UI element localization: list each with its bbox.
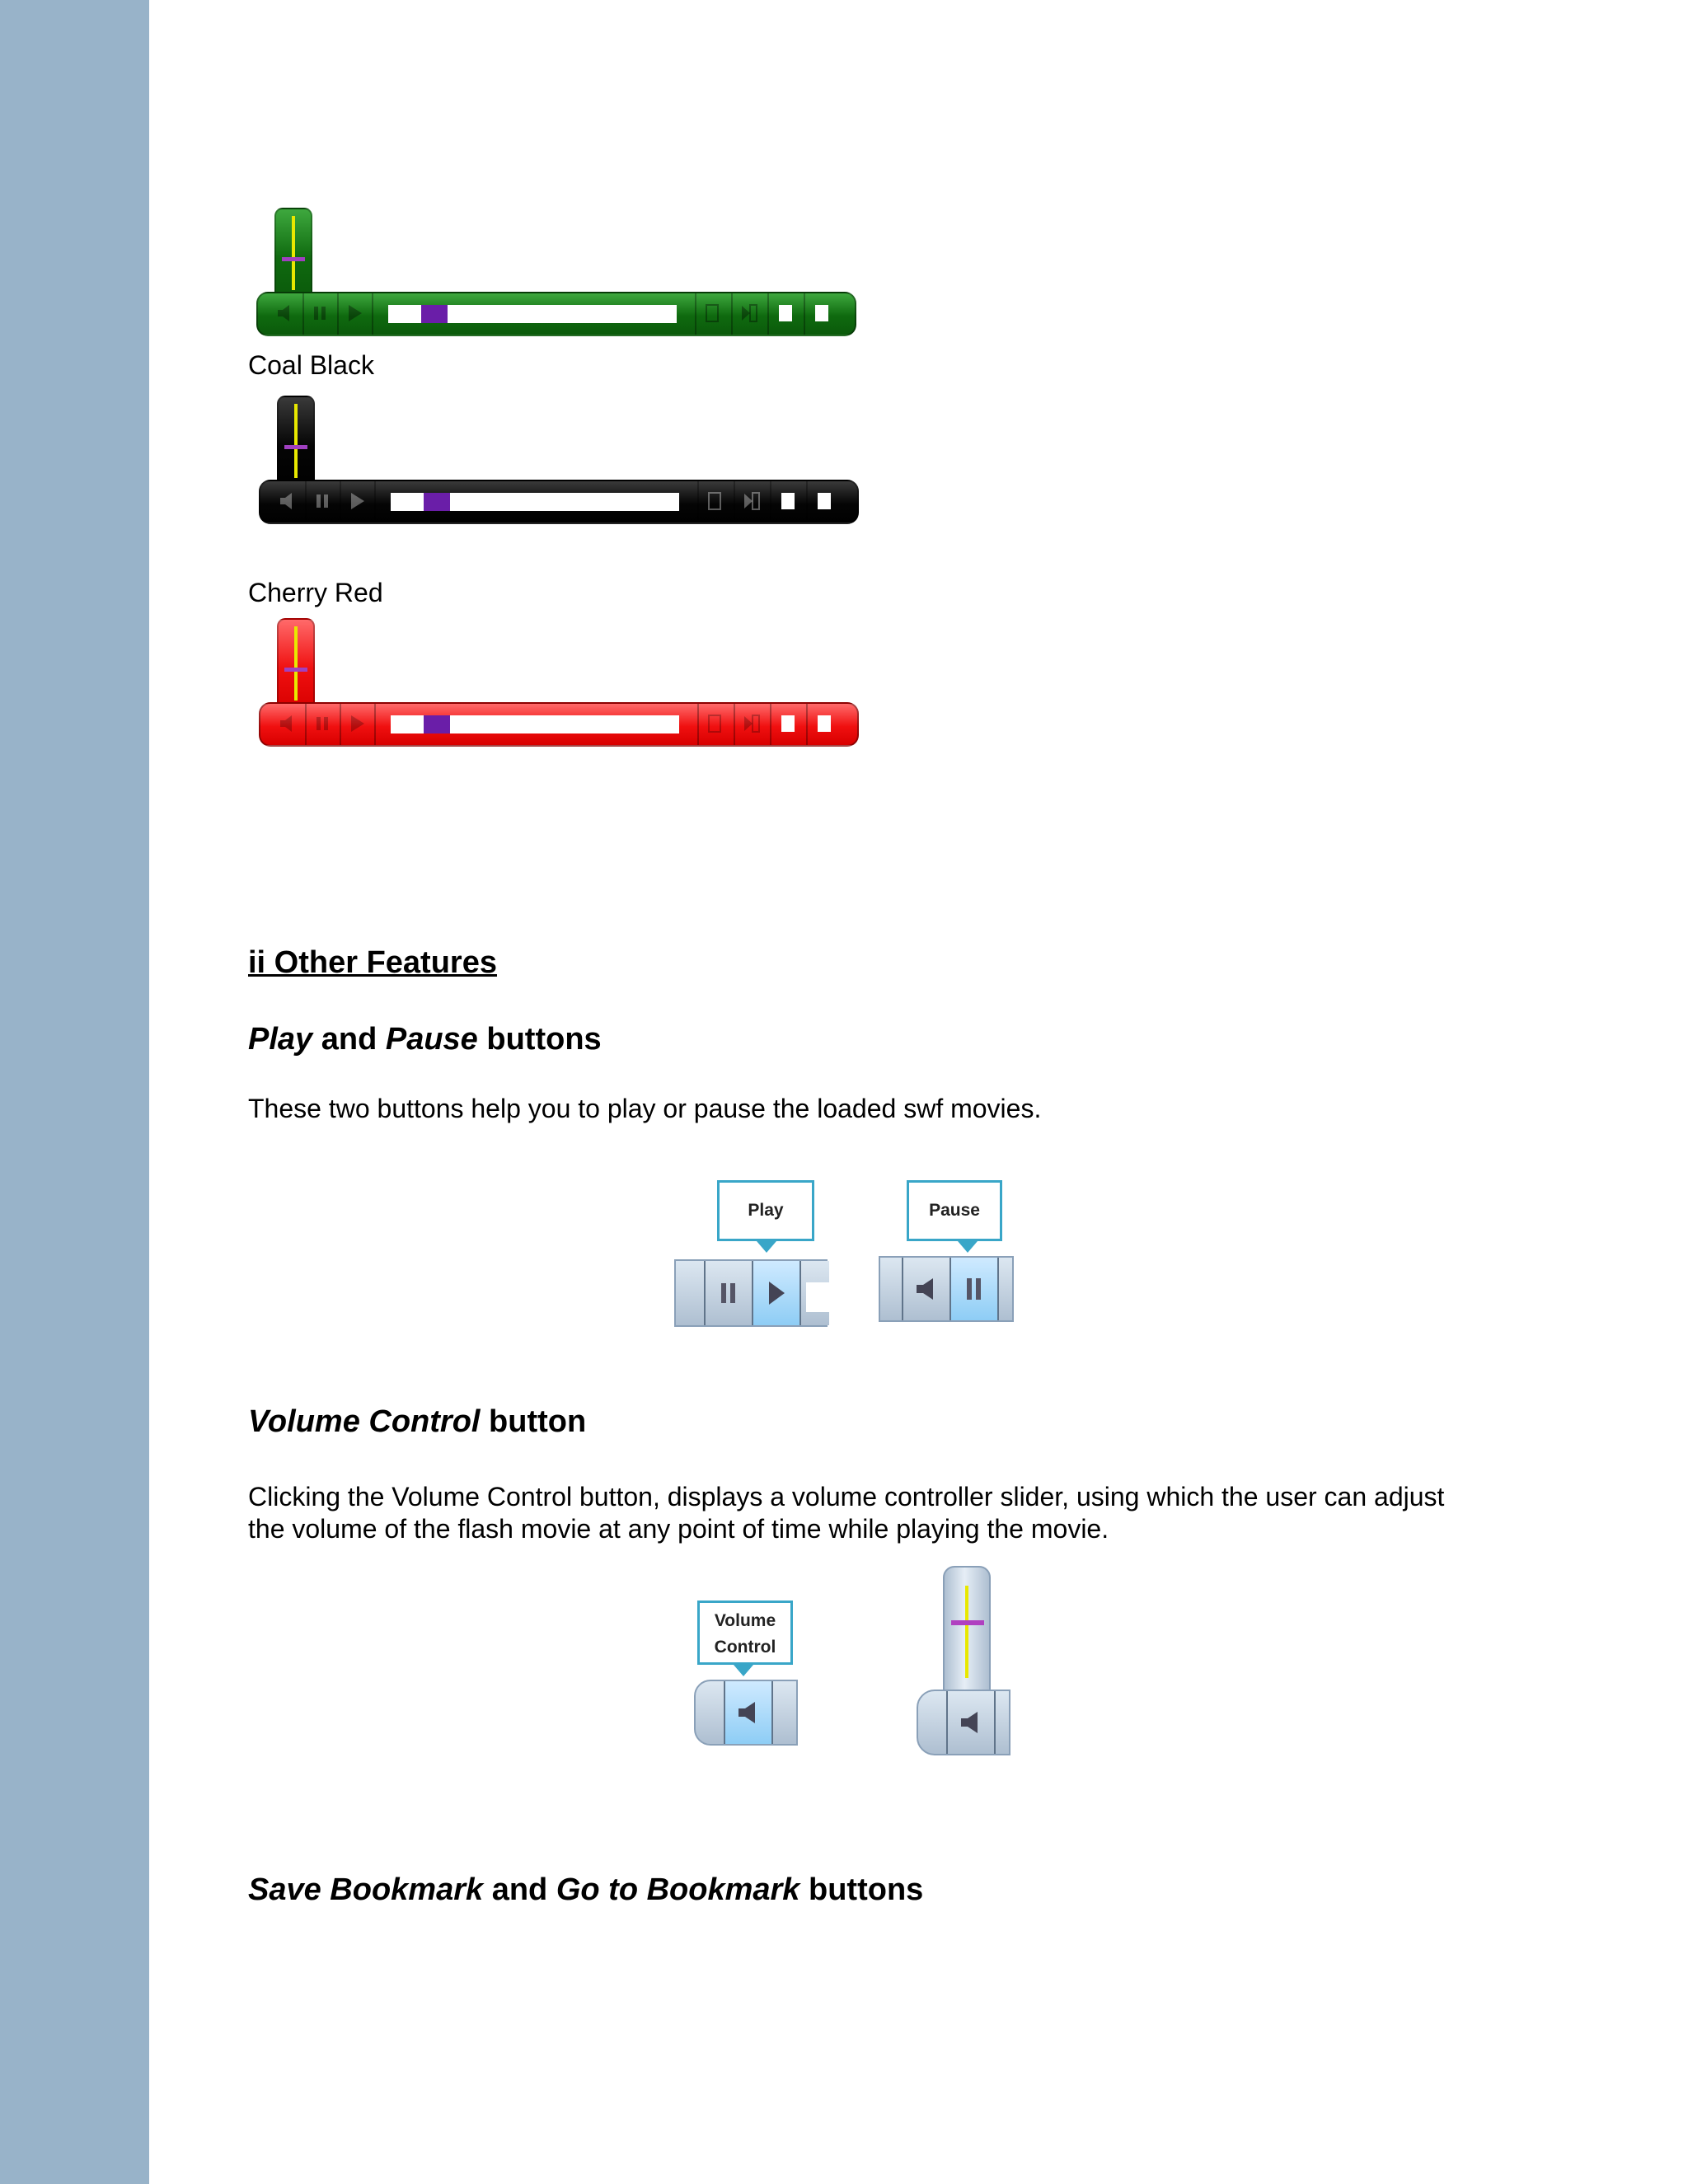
pause-tooltip: Pause [907, 1180, 1002, 1241]
play-tooltip: Play [717, 1180, 814, 1241]
caption-cherry-red: Cherry Red [248, 578, 383, 607]
player-bar-green [256, 208, 860, 341]
pause-icon [950, 1258, 997, 1320]
volume-knob [951, 1620, 984, 1625]
control-bar [256, 292, 856, 336]
volume-knob [282, 257, 305, 261]
speaker-icon [270, 293, 304, 335]
volume-button-illustration [694, 1601, 798, 1747]
pause-icon [304, 293, 339, 335]
page-icon [804, 293, 838, 335]
volume-slider-tube [277, 618, 315, 710]
volume-knob [284, 668, 307, 672]
speaker-icon [724, 1681, 771, 1744]
play-button-illustration [674, 1180, 828, 1329]
speaker-icon [902, 1258, 950, 1320]
volume-tooltip: Volume Control [697, 1601, 793, 1665]
pause-icon [307, 481, 341, 523]
bookmark-heading: Save Bookmark and Go to Bookmark buttons [248, 1872, 924, 1907]
progress-thumb [424, 493, 450, 511]
progress-track [391, 715, 679, 733]
pause-icon [704, 1261, 752, 1325]
goto-bookmark-icon [731, 293, 766, 335]
play-icon [341, 481, 376, 523]
volume-slider-illustration [917, 1566, 1010, 1757]
section-heading: ii Other Features [248, 945, 497, 980]
save-bookmark-icon [695, 293, 729, 335]
play-icon [752, 1261, 799, 1325]
play-icon [339, 293, 373, 335]
progress-thumb [421, 305, 448, 323]
play-pause-description: These two buttons help you to play or pause the loaded swf movies. [248, 1094, 1042, 1123]
page-icon [806, 704, 841, 745]
goto-bookmark-icon [734, 481, 768, 523]
page-side-strip [0, 0, 149, 2184]
progress-thumb [424, 715, 450, 733]
volume-knob [284, 445, 307, 449]
speaker-icon [272, 704, 307, 745]
volume-heading: Volume Control button [248, 1404, 587, 1439]
play-pause-heading: Play and Pause buttons [248, 1022, 602, 1057]
player-bar-red [259, 618, 862, 752]
page-icon [770, 481, 804, 523]
progress-track [388, 305, 677, 323]
volume-slider-tube [277, 396, 315, 488]
pause-button-illustration [879, 1180, 1014, 1325]
goto-bookmark-icon [734, 704, 768, 745]
caption-coal-black: Coal Black [248, 350, 374, 380]
speaker-icon [946, 1691, 994, 1754]
volume-description: Clicking the Volume Control button, displays a volume controller slider, using which the user can adjust the volume of the flash movie at any point of time while playing the movie. [248, 1482, 1445, 1544]
control-bar [259, 480, 859, 524]
page-icon [767, 293, 802, 335]
control-bar [259, 702, 859, 747]
play-icon [341, 704, 376, 745]
player-bar-black [259, 396, 862, 529]
progress-track [391, 493, 679, 511]
page-icon [806, 481, 841, 523]
pause-icon [307, 704, 341, 745]
volume-slider-tube [943, 1566, 991, 1698]
save-bookmark-icon [697, 704, 732, 745]
page-icon [770, 704, 804, 745]
save-bookmark-icon [697, 481, 732, 523]
volume-slider-tube [274, 208, 312, 300]
speaker-icon [272, 481, 307, 523]
